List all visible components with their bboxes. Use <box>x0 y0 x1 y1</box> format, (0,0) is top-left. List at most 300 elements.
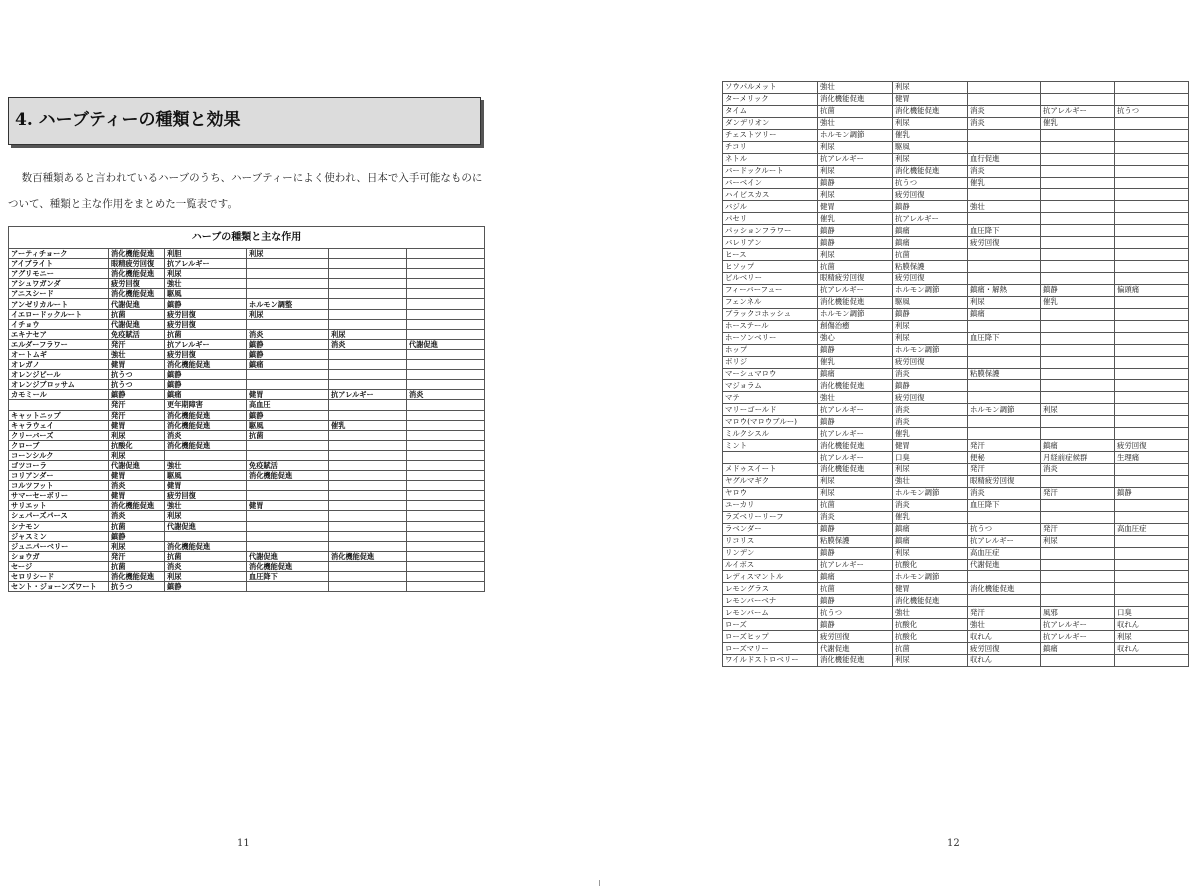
effect-cell <box>1115 404 1189 416</box>
effect-cell: 血圧降下 <box>968 332 1041 344</box>
effect-cell: 疲労回復 <box>165 349 247 359</box>
effect-cell: 疲労回復 <box>818 631 893 643</box>
effect-cell: 消炎 <box>968 105 1041 117</box>
effect-cell: 利尿 <box>893 547 968 559</box>
effect-cell <box>1041 273 1115 285</box>
effect-cell: 消炎 <box>247 329 329 339</box>
effect-cell <box>1041 153 1115 165</box>
table-row <box>9 349 485 359</box>
table-row <box>9 440 485 450</box>
effect-cell: 健胃 <box>165 481 247 491</box>
effect-cell <box>1041 82 1115 94</box>
effect-cell <box>329 460 407 470</box>
effect-cell: 消化機能促進 <box>818 93 893 105</box>
effect-cell: 発汗 <box>1041 523 1115 535</box>
effect-cell: 健胃 <box>247 501 329 511</box>
effect-cell <box>329 511 407 521</box>
effect-cell <box>1115 273 1189 285</box>
effect-cell: 疲労回復 <box>165 491 247 501</box>
effect-cell <box>407 501 485 511</box>
effect-cell: 利尿 <box>247 249 329 259</box>
herb-name-cell: ソウパルメット <box>723 82 818 94</box>
effect-cell: 利尿 <box>893 464 968 476</box>
herb-name-cell: コルツフット <box>9 481 109 491</box>
effect-cell: 消炎 <box>968 165 1041 177</box>
herb-table-left <box>8 226 485 592</box>
effect-cell: 口臭 <box>893 452 968 464</box>
effect-cell <box>968 392 1041 404</box>
effect-cell <box>1115 189 1189 201</box>
herb-name-cell: ミント <box>723 440 818 452</box>
effect-cell <box>407 299 485 309</box>
table-row <box>9 551 485 561</box>
effect-cell <box>247 491 329 501</box>
effect-cell: 疲労回復 <box>893 189 968 201</box>
table-row <box>723 261 1189 273</box>
effect-cell <box>329 440 407 450</box>
herb-name-cell: ホーソンベリー <box>723 332 818 344</box>
effect-cell <box>1115 261 1189 273</box>
effect-cell: 抗アレルギー <box>1041 105 1115 117</box>
effect-cell: 利尿 <box>893 332 968 344</box>
effect-cell <box>968 93 1041 105</box>
herb-name-cell: ブラックコホッシュ <box>723 308 818 320</box>
effect-cell <box>1041 201 1115 213</box>
table-row <box>723 631 1189 643</box>
effect-cell: 消炎 <box>407 390 485 400</box>
effect-cell: 利尿 <box>1041 535 1115 547</box>
effect-cell: 抗うつ <box>109 380 165 390</box>
effect-cell: 発汗 <box>968 464 1041 476</box>
effect-cell: 利尿 <box>165 511 247 521</box>
table-row <box>723 141 1189 153</box>
effect-cell: 鎮静 <box>165 380 247 390</box>
effect-cell <box>1115 368 1189 380</box>
effect-cell <box>165 450 247 460</box>
effect-cell <box>407 360 485 370</box>
effect-cell <box>329 299 407 309</box>
effect-cell <box>1115 583 1189 595</box>
table-row <box>9 572 485 582</box>
effect-cell: 抗アレルギー <box>1041 619 1115 631</box>
effect-cell: 創傷治癒 <box>818 320 893 332</box>
table-row <box>9 521 485 531</box>
table-row <box>723 332 1189 344</box>
effect-cell <box>1115 380 1189 392</box>
effect-cell: 利尿 <box>247 309 329 319</box>
effect-cell: 強壮 <box>165 501 247 511</box>
effect-cell: ホルモン調節 <box>893 487 968 499</box>
effect-cell <box>329 450 407 460</box>
effect-cell: 収れん <box>968 655 1041 667</box>
effect-cell: 疲労回復 <box>968 643 1041 655</box>
effect-cell: 抗アレルギー <box>818 452 893 464</box>
effect-cell <box>329 572 407 582</box>
effect-cell <box>329 269 407 279</box>
effect-cell: 鎮痛 <box>1041 643 1115 655</box>
effect-cell <box>247 279 329 289</box>
herb-name-cell: フィーバーフュー <box>723 284 818 296</box>
effect-cell <box>1041 356 1115 368</box>
effect-cell <box>407 460 485 470</box>
effect-cell: 利尿 <box>818 249 893 261</box>
effect-cell <box>407 450 485 460</box>
effect-cell: 利尿 <box>818 189 893 201</box>
table-row <box>9 481 485 491</box>
table-row <box>9 259 485 269</box>
herb-name-cell: ユーカリ <box>723 499 818 511</box>
effect-cell: 利尿 <box>893 153 968 165</box>
herb-name-cell: ラベンダー <box>723 523 818 535</box>
effect-cell: 消化機能促進 <box>109 249 165 259</box>
effect-cell: 消炎 <box>165 561 247 571</box>
herb-name-cell: ジャスミン <box>9 531 109 541</box>
effect-cell <box>1041 261 1115 273</box>
effect-cell: 利尿 <box>329 329 407 339</box>
herb-name-cell: バジル <box>723 201 818 213</box>
effect-cell <box>968 249 1041 261</box>
effect-cell: 抗菌 <box>109 561 165 571</box>
effect-cell <box>329 410 407 420</box>
effect-cell: 消炎 <box>818 511 893 523</box>
effect-cell: 高血圧症 <box>1115 523 1189 535</box>
effect-cell: 抗酸化 <box>893 559 968 571</box>
effect-cell <box>968 273 1041 285</box>
effect-cell: 鎮痛 <box>968 308 1041 320</box>
effect-cell: 健胃 <box>109 471 165 481</box>
effect-cell: 利尿 <box>165 572 247 582</box>
table-row <box>723 643 1189 655</box>
effect-cell <box>407 541 485 551</box>
herb-name-cell: サリエット <box>9 501 109 511</box>
effect-cell: 鎮静 <box>109 531 165 541</box>
effect-cell <box>407 521 485 531</box>
herb-name-cell: ヒソップ <box>723 261 818 273</box>
table-caption: ハーブの種類と主な作用 <box>8 226 485 248</box>
effect-cell: 利尿 <box>109 541 165 551</box>
effect-cell <box>1115 82 1189 94</box>
table-row <box>9 249 485 259</box>
herb-name-cell: クリーバーズ <box>9 430 109 440</box>
herb-name-cell: シナモン <box>9 521 109 531</box>
effect-cell <box>1041 511 1115 523</box>
effect-cell <box>247 269 329 279</box>
herb-name-cell: ミルクシスル <box>723 428 818 440</box>
effect-cell: 催乳 <box>968 177 1041 189</box>
effect-cell: 鎮静 <box>247 339 329 349</box>
effect-cell: 抗菌 <box>893 643 968 655</box>
effect-cell: 利尿 <box>893 117 968 129</box>
effect-cell <box>1115 416 1189 428</box>
effect-cell <box>407 269 485 279</box>
herb-name-cell: レモングラス <box>723 583 818 595</box>
effect-cell: 健胃 <box>247 390 329 400</box>
effect-cell: 利尿 <box>893 82 968 94</box>
page-number: 11 <box>237 838 250 849</box>
effect-cell: 鎮痛 <box>818 368 893 380</box>
effect-cell: 消炎 <box>893 416 968 428</box>
effect-cell <box>407 279 485 289</box>
effect-cell <box>1115 93 1189 105</box>
herb-name-cell: アーティチョーク <box>9 249 109 259</box>
effect-cell: 発汗 <box>109 400 165 410</box>
effect-cell <box>968 380 1041 392</box>
effect-cell: 鎮痛 <box>165 390 247 400</box>
herb-name-cell: ホーステール <box>723 320 818 332</box>
herb-name-cell: ヤグルマギク <box>723 475 818 487</box>
effect-cell: 消炎 <box>893 368 968 380</box>
effect-cell: 血圧降下 <box>247 572 329 582</box>
effect-cell <box>407 420 485 430</box>
effect-cell: 鎮静 <box>165 299 247 309</box>
effect-cell <box>329 360 407 370</box>
herb-name-cell: オレンジブロッサム <box>9 380 109 390</box>
effect-cell <box>329 259 407 269</box>
effect-cell: 消化機能促進 <box>818 440 893 452</box>
effect-cell: 疲労回復 <box>1115 440 1189 452</box>
table-row <box>723 308 1189 320</box>
herb-name-cell: マジョラム <box>723 380 818 392</box>
herb-name-cell: アンゼリカルート <box>9 299 109 309</box>
effect-cell <box>1115 117 1189 129</box>
effect-cell: 鎮静 <box>165 370 247 380</box>
table-row <box>723 273 1189 285</box>
effect-cell <box>407 370 485 380</box>
effect-cell: 鎮痛 <box>818 571 893 583</box>
effect-cell: 抗アレルギー <box>818 284 893 296</box>
effect-cell <box>247 541 329 551</box>
effect-cell: 利尿 <box>109 450 165 460</box>
effect-cell: 眼精疲労回復 <box>818 273 893 285</box>
effect-cell: 利尿 <box>818 475 893 487</box>
effect-cell: 駆風 <box>247 420 329 430</box>
effect-cell <box>1041 308 1115 320</box>
table-row <box>723 440 1189 452</box>
effect-cell: 収れん <box>968 631 1041 643</box>
table-row <box>723 82 1189 94</box>
effect-cell <box>329 561 407 571</box>
effect-cell <box>1115 249 1189 261</box>
effect-cell <box>407 531 485 541</box>
effect-cell <box>407 289 485 299</box>
table-row <box>723 559 1189 571</box>
table-row <box>9 370 485 380</box>
table-row <box>723 177 1189 189</box>
effect-cell: 催乳 <box>1041 296 1115 308</box>
effect-cell: 抗うつ <box>1115 105 1189 117</box>
effect-cell: 消炎 <box>893 499 968 511</box>
table-row <box>723 428 1189 440</box>
effect-cell: 強壮 <box>968 619 1041 631</box>
effect-cell <box>1041 93 1115 105</box>
effect-cell: 発汗 <box>109 339 165 349</box>
effect-cell <box>407 481 485 491</box>
herb-name-cell: セント・ジョーンズワート <box>9 582 109 592</box>
effect-cell: 抗アレルギー <box>818 153 893 165</box>
effect-cell: ホルモン調節 <box>818 308 893 320</box>
effect-cell: 強壮 <box>109 349 165 359</box>
effect-cell: 抗うつ <box>818 607 893 619</box>
table-row <box>723 655 1189 667</box>
effect-cell <box>1115 237 1189 249</box>
effect-cell <box>968 428 1041 440</box>
effect-cell: 利尿 <box>893 655 968 667</box>
effect-cell: 鎮痛 <box>893 225 968 237</box>
table-row <box>9 329 485 339</box>
effect-cell <box>329 370 407 380</box>
herb-name-cell: イチョウ <box>9 319 109 329</box>
effect-cell: 利胆 <box>165 249 247 259</box>
effect-cell: 風邪 <box>1041 607 1115 619</box>
effect-cell <box>1041 213 1115 225</box>
herb-name-cell: ワイルドストロベリー <box>723 655 818 667</box>
table-row <box>723 475 1189 487</box>
effect-cell: 抗アレルギー <box>1041 631 1115 643</box>
effect-cell: 鎮静 <box>893 201 968 213</box>
effect-cell: 健胃 <box>818 201 893 213</box>
effect-cell: 催乳 <box>893 129 968 141</box>
effect-cell: 鎮痛 <box>893 535 968 547</box>
herb-name-cell: マロウ(マロウブルー) <box>723 416 818 428</box>
herb-name-cell: ヒース <box>723 249 818 261</box>
table-row <box>723 464 1189 476</box>
effect-cell: 鎮静 <box>1041 284 1115 296</box>
effect-cell <box>968 416 1041 428</box>
effect-cell: 強壮 <box>818 82 893 94</box>
effect-cell <box>329 501 407 511</box>
effect-cell: 催乳 <box>818 213 893 225</box>
effect-cell <box>1115 655 1189 667</box>
table-row <box>723 380 1189 392</box>
effect-cell <box>407 551 485 561</box>
effect-cell: 催乳 <box>893 511 968 523</box>
effect-cell: 消化機能促進 <box>247 471 329 481</box>
effect-cell <box>329 309 407 319</box>
intro-paragraph: 数百種類あると言われているハーブのうち、ハーブティーによく使われ、日本で入手可能なものについて、種類と主な作用をまとめた一覧表です。 <box>8 172 483 210</box>
effect-cell: 駆風 <box>893 296 968 308</box>
effect-cell: 利尿 <box>818 141 893 153</box>
effect-cell: 鎮静 <box>247 349 329 359</box>
herb-name-cell: バードックルート <box>723 165 818 177</box>
table-row <box>723 571 1189 583</box>
effect-cell <box>329 481 407 491</box>
effect-cell <box>1041 547 1115 559</box>
effect-cell: 消化機能促進 <box>329 551 407 561</box>
effect-cell <box>247 440 329 450</box>
table-row <box>723 237 1189 249</box>
herb-name-cell: メドゥスイート <box>723 464 818 476</box>
effect-cell: 眼精疲労回復 <box>109 259 165 269</box>
effect-cell: 利尿 <box>1041 404 1115 416</box>
herb-name-cell: ネトル <box>723 153 818 165</box>
effect-cell: 鎮静 <box>247 410 329 420</box>
herb-name-cell: バレリアン <box>723 237 818 249</box>
effect-cell: 消化機能促進 <box>165 440 247 450</box>
effect-cell <box>407 440 485 450</box>
effect-cell: 発汗 <box>1041 487 1115 499</box>
table-row <box>723 619 1189 631</box>
herb-name-cell: カモミール <box>9 390 109 400</box>
herb-name-cell: マテ <box>723 392 818 404</box>
effect-cell: 健胃 <box>109 360 165 370</box>
effect-cell: 抗酸化 <box>893 619 968 631</box>
effect-cell: 疲労回復 <box>165 309 247 319</box>
herb-name-cell: アシュワガンダ <box>9 279 109 289</box>
effect-cell: ホルモン調整 <box>247 299 329 309</box>
effect-cell: 抗菌 <box>109 521 165 531</box>
table-row <box>723 213 1189 225</box>
page-12 <box>600 0 1200 890</box>
herb-name-cell: ホップ <box>723 344 818 356</box>
effect-cell: 強心 <box>818 332 893 344</box>
herb-name-cell: アイブライト <box>9 259 109 269</box>
effect-cell: 月経前症候群 <box>1041 452 1115 464</box>
effect-cell <box>165 531 247 541</box>
herb-name-cell: レモンバーム <box>723 607 818 619</box>
table-row <box>723 284 1189 296</box>
effect-cell: 粘膜保護 <box>893 261 968 273</box>
effect-cell <box>1041 332 1115 344</box>
effect-cell <box>1041 583 1115 595</box>
effect-cell <box>407 319 485 329</box>
effect-cell <box>1041 249 1115 261</box>
herb-name-cell: パッションフラワー <box>723 225 818 237</box>
table-row <box>9 531 485 541</box>
effect-cell: 消化機能促進 <box>109 269 165 279</box>
effect-cell <box>1115 511 1189 523</box>
herb-name-cell: エキナセア <box>9 329 109 339</box>
effect-cell: 収れん <box>1115 619 1189 631</box>
effect-cell: 疲労回復 <box>893 356 968 368</box>
effect-cell <box>1115 464 1189 476</box>
effect-cell <box>1115 571 1189 583</box>
herb-name-cell: オレンジピール <box>9 370 109 380</box>
herb-name-cell: セージ <box>9 561 109 571</box>
effect-cell <box>1115 475 1189 487</box>
effect-cell <box>1041 392 1115 404</box>
effect-cell: 抗アレルギー <box>818 428 893 440</box>
effect-cell: 健胃 <box>109 420 165 430</box>
effect-cell: 強壮 <box>165 279 247 289</box>
effect-cell: 消化機能促進 <box>109 289 165 299</box>
table-row <box>9 460 485 470</box>
effect-cell: 抗菌 <box>165 551 247 561</box>
effect-cell <box>1115 535 1189 547</box>
herb-name-cell: セロリシード <box>9 572 109 582</box>
effect-cell <box>329 289 407 299</box>
effect-cell <box>407 491 485 501</box>
effect-cell: 抗アレルギー <box>818 559 893 571</box>
effect-cell: 駆風 <box>165 289 247 299</box>
herb-name-cell: キャラウェイ <box>9 420 109 430</box>
effect-cell: 疲労回復 <box>109 279 165 289</box>
effect-cell: 鎮静 <box>818 177 893 189</box>
effect-cell <box>407 572 485 582</box>
effect-cell: 鎮痛 <box>247 360 329 370</box>
herb-name-cell: チコリ <box>723 141 818 153</box>
effect-cell: 代謝促進 <box>247 551 329 561</box>
herb-name-cell: マリーゴールド <box>723 404 818 416</box>
effect-cell: 疲労回復 <box>893 273 968 285</box>
effect-cell: 鎮静 <box>818 619 893 631</box>
effect-cell: 発汗 <box>109 410 165 420</box>
effect-cell: ホルモン調節 <box>818 129 893 141</box>
effect-cell: 抗アレルギー <box>893 213 968 225</box>
herb-name-cell: サマーセーボリー <box>9 491 109 501</box>
table-row <box>9 511 485 521</box>
effect-cell: 抗菌 <box>818 105 893 117</box>
effect-cell: 疲労回復 <box>165 319 247 329</box>
